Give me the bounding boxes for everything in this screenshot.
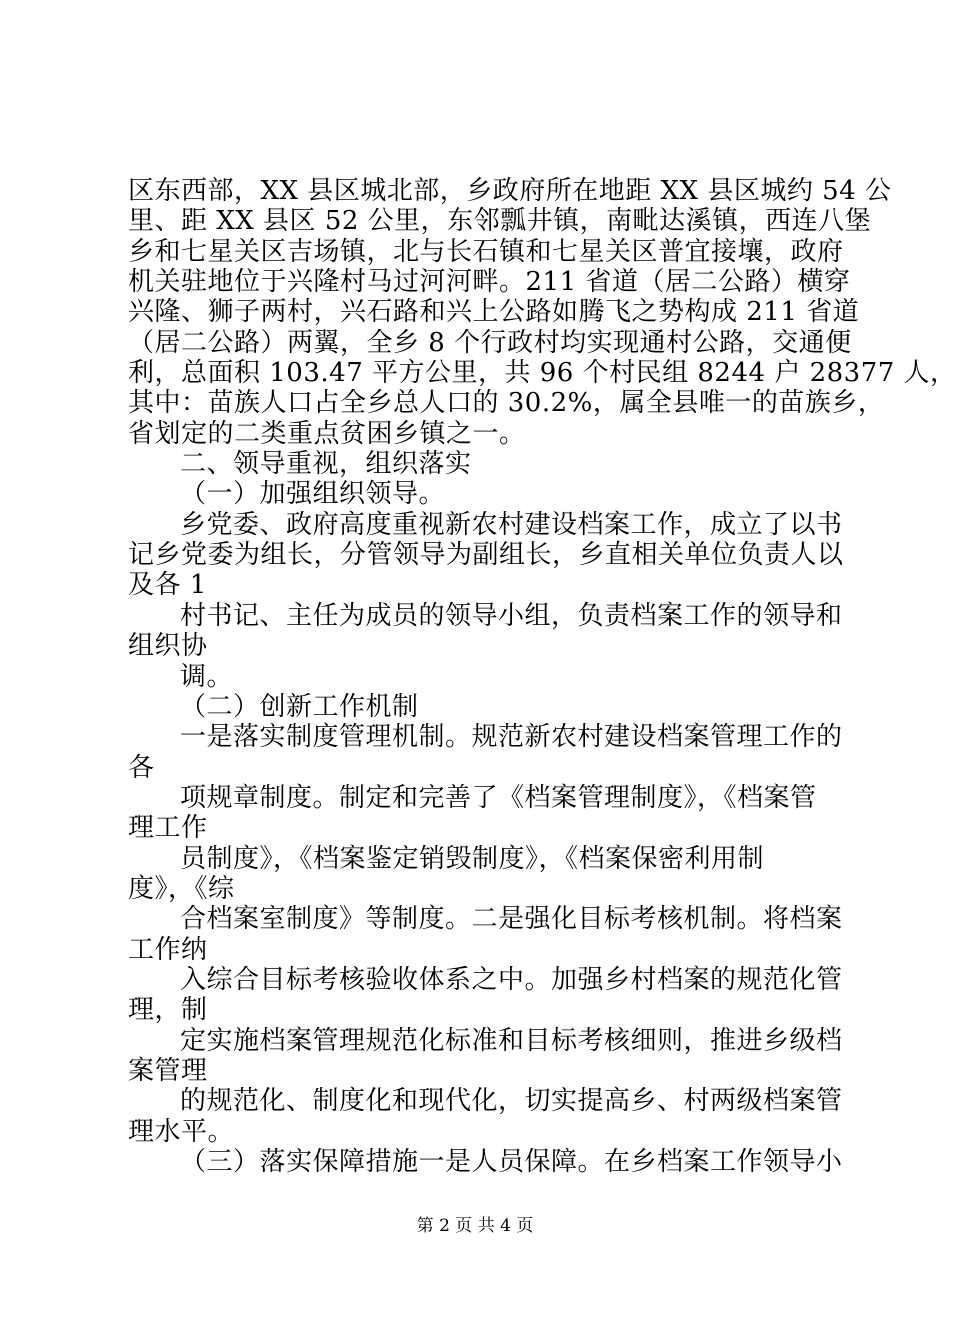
text-line: 兴隆、狮子两村，兴石路和兴上公路如腾飞之势构成 211 省道: [128, 297, 860, 327]
text-line: 理，制: [128, 995, 208, 1025]
text-line: 乡党委、政府高度重视新农村建设档案工作，成立了以书: [180, 510, 843, 540]
subsection-heading: （二）创新工作机制: [180, 692, 419, 722]
text-line: 度》，《综: [128, 874, 235, 904]
text-line: （居二公路）两翼，全乡 8 个行政村均实现通村公路，交通便: [128, 328, 852, 358]
text-line: 及各 1: [128, 570, 207, 600]
text-line: 的规范化、制度化和现代化，切实提高乡、村两级档案管: [180, 1086, 843, 1116]
text-line: 工作纳: [128, 935, 208, 965]
text-line: 记乡党委为组长，分管领导为副组长，乡直相关单位负责人以: [128, 540, 844, 570]
text-line: 理工作: [128, 813, 208, 843]
subsection-heading: （一）加强组织领导。: [180, 479, 446, 509]
text-line: 理水平。: [128, 1117, 235, 1147]
text-line: 其中：苗族人口占全乡总人口的 30.2%，属全县唯一的苗族乡，: [128, 388, 885, 418]
text-line: （三）落实保障措施一是人员保障。在乡档案工作领导小: [180, 1147, 843, 1177]
text-line: 利，总面积 103.47 平方公里，共 96 个村民组 8244 户 28377 人，: [128, 358, 957, 388]
text-line: 员制度》，《档案鉴定销毁制度》，《档案保密利用制: [180, 844, 765, 874]
text-line: 合档案室制度》等制度。二是强化目标考核机制。将档案: [180, 904, 843, 934]
text-line: 定实施档案管理规范化标准和目标考核细则，推进乡级档: [180, 1026, 843, 1056]
text-line: 省划定的二类重点贫困乡镇之一。: [128, 419, 526, 449]
page-number-footer: 第 2 页 共 4 页: [416, 1216, 534, 1236]
text-line: 入综合目标考核验收体系之中。加强乡村档案的规范化管: [180, 965, 843, 995]
text-line: 机关驻地位于兴隆村马过河河畔。211 省道（居二公路）横穿: [128, 267, 851, 297]
text-line: 项规章制度。制定和完善了《档案管理制度》，《档案管: [180, 783, 817, 813]
text-line: 一是落实制度管理机制。规范新农村建设档案管理工作的: [180, 722, 843, 752]
text-line: 案管理: [128, 1056, 208, 1086]
section-heading: 二、领导重视，组织落实: [180, 449, 472, 479]
text-line: 各: [128, 753, 155, 783]
text-line: 区东西部，XX 县区城北部，乡政府所在地距 XX 县区城约 54 公: [128, 176, 892, 206]
text-line: 调。: [180, 662, 234, 692]
text-line: 组织协: [128, 631, 208, 661]
text-line: 里、距 XX 县区 52 公里，东邻瓢井镇，南毗达溪镇，西连八堡: [128, 206, 872, 236]
text-line: 乡和七星关区吉场镇，北与长石镇和七星关区普宜接壤，政府: [128, 237, 844, 267]
text-line: 村书记、主任为成员的领导小组，负责档案工作的领导和: [180, 601, 843, 631]
